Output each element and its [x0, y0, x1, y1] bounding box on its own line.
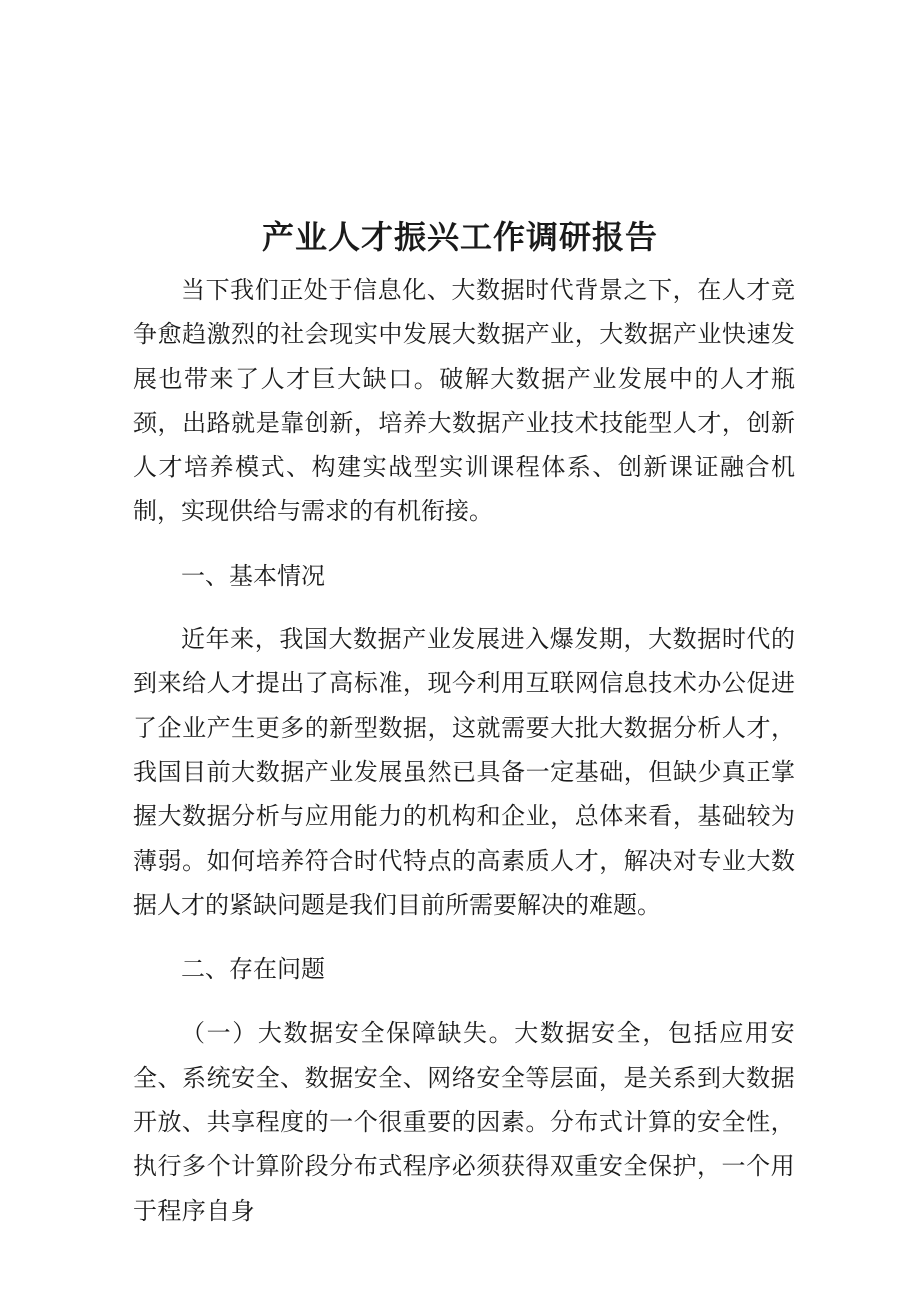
intro-paragraph: 当下我们正处于信息化、大数据时代背景之下，在人才竞争愈趋激烈的社会现实中发展大数据产业，大数据产业快速发展也带来了人才巨大缺口。破解大数据产业发展中的人才瓶颈，出路就是靠创新，培养大数据产业技术技能型人才，创新人才培养模式、构建实战型实训课程体系、创新课证融合机制，实现供给与需求的有机衔接。: [133, 276, 795, 526]
document-body: [133, 268, 795, 1233]
section-paragraph-basic-situation: 近年来，我国大数据产业发展进入爆发期，大数据时代的到来给人才提出了高标准，现今利用互联网信息技术办公促进了企业产生更多的新型数据，这就需要大批大数据分析人才，我国目前大数据产业发展虽然已具备一定基础，但缺少真正掌握大数据分析与应用能力的机构和企业，总体来看，基础较为薄弱。如何培养符合时代特点的高素质人才，解决对专业大数据人才的紧缺问题是我们目前所需要解决的难题。: [133, 625, 795, 919]
section-paragraph-existing-problems: （一）大数据安全保障缺失。大数据安全，包括应用安全、系统安全、数据安全、网络安全等层面，是关系到大数据开放、共享程度的一个很重要的因素。分布式计算的安全性，执行多个计算阶段分布式程序必须获得双重安全保护，一个用于程序自身: [133, 1019, 795, 1225]
document-title: 产业人才振兴工作调研报告: [261, 218, 658, 256]
section-heading-existing-problems: 二、存在问题: [181, 955, 325, 984]
section-heading-basic-situation: 一、基本情况: [181, 561, 325, 590]
